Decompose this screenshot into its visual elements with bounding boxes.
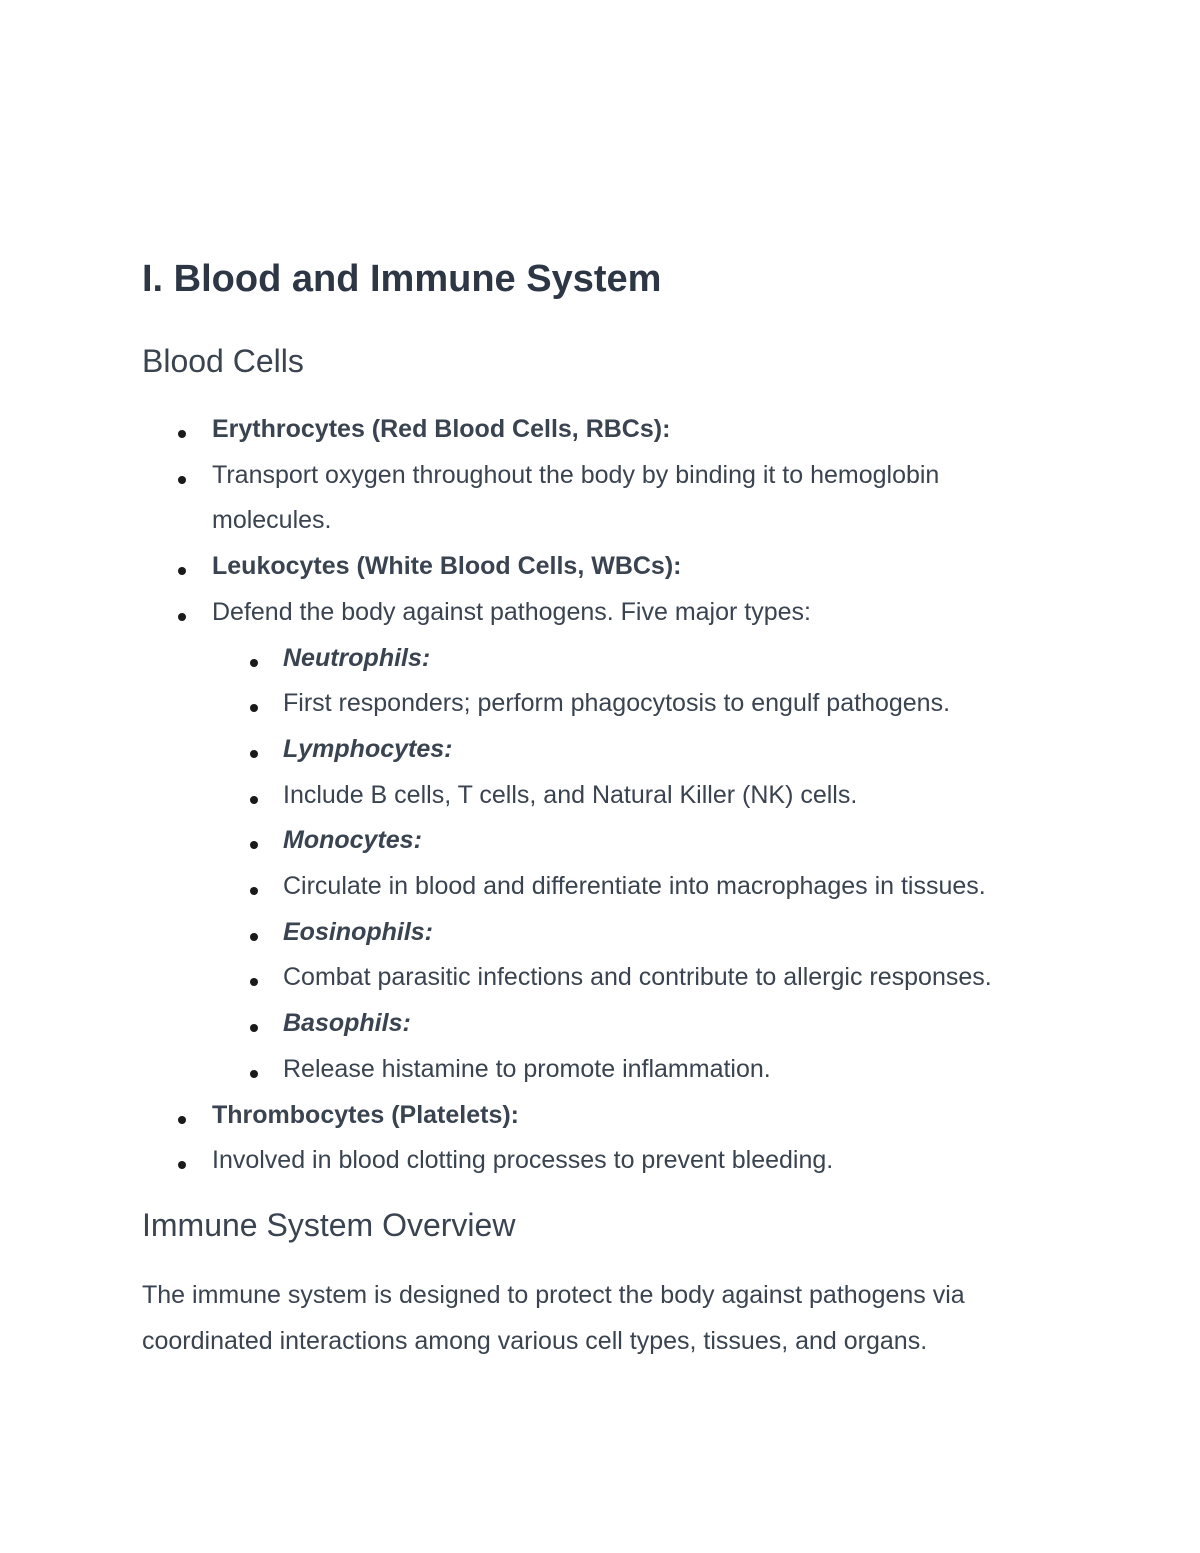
list-item-text: Defend the body against pathogens. Five major types: (212, 597, 811, 626)
list-item-text: First responders; perform phagocytosis to engulf pathogens. (283, 689, 951, 718)
bullet-icon (250, 796, 258, 804)
bullet-icon (250, 1070, 258, 1078)
list-item-text: Involved in blood clotting processes to prevent bleeding. (212, 1146, 834, 1175)
list-item-text: Leukocytes (White Blood Cells, WBCs): (212, 552, 682, 581)
list-item-text: Release histamine to promote inflammation. (283, 1054, 771, 1083)
bullet-icon (250, 659, 258, 667)
list-item (0, 955, 1200, 1001)
list-item (0, 1001, 1200, 1047)
list-item-text: Thrombocytes (Platelets): (212, 1100, 520, 1129)
bullet-icon (178, 430, 186, 438)
list-item (0, 910, 1200, 956)
list-item (0, 818, 1200, 864)
list-item-text: Circulate in blood and differentiate into macrophages in tissues. (283, 872, 986, 901)
bullet-icon (178, 567, 186, 575)
immune-system-paragraph: The immune system is designed to protect the body against pathogens via coordinated interactions among various cell types, tissues, and organs. (142, 1281, 965, 1355)
bullet-icon (250, 933, 258, 941)
list-item (0, 773, 1200, 819)
list-item-text: Eosinophils: (283, 917, 433, 946)
section-heading-immune-system-overview: Immune System Overview (142, 1207, 516, 1243)
list-item-text: Basophils: (283, 1009, 411, 1038)
list-item-text: Monocytes: (283, 826, 422, 855)
list-item-text: Include B cells, T cells, and Natural Killer (NK) cells. (283, 780, 858, 809)
list-item (0, 1047, 1200, 1093)
blood-cells-list (0, 407, 1200, 1184)
bullet-icon (250, 1024, 258, 1032)
list-item (0, 407, 1200, 453)
list-item-text: Erythrocytes (Red Blood Cells, RBCs): (212, 415, 671, 443)
list-item-text: Lymphocytes: (283, 734, 453, 763)
list-item (0, 681, 1200, 727)
list-item (0, 864, 1200, 910)
list-item (0, 636, 1200, 682)
list-item (0, 1138, 1200, 1184)
list-item-text: Transport oxygen throughout the body by binding it to hemoglobin molecules. (212, 460, 940, 535)
bullet-icon (250, 704, 258, 712)
bullet-icon (250, 841, 258, 849)
list-item-text: Neutrophils: (283, 643, 431, 672)
bullet-icon (178, 476, 186, 484)
bullet-icon (250, 750, 258, 758)
list-item (0, 1093, 1200, 1139)
list-item (0, 727, 1200, 773)
bullet-icon (178, 613, 186, 621)
section-heading-blood-cells: Blood Cells (142, 343, 304, 379)
bullet-icon (178, 1161, 186, 1169)
list-item-text: Combat parasitic infections and contribute to allergic responses. (283, 963, 992, 992)
bullet-icon (250, 887, 258, 895)
list-item (0, 453, 1200, 544)
document-title: I. Blood and Immune System (142, 258, 662, 300)
list-item (0, 590, 1200, 636)
list-item (0, 544, 1200, 590)
bullet-icon (178, 1116, 186, 1124)
bullet-icon (250, 978, 258, 986)
